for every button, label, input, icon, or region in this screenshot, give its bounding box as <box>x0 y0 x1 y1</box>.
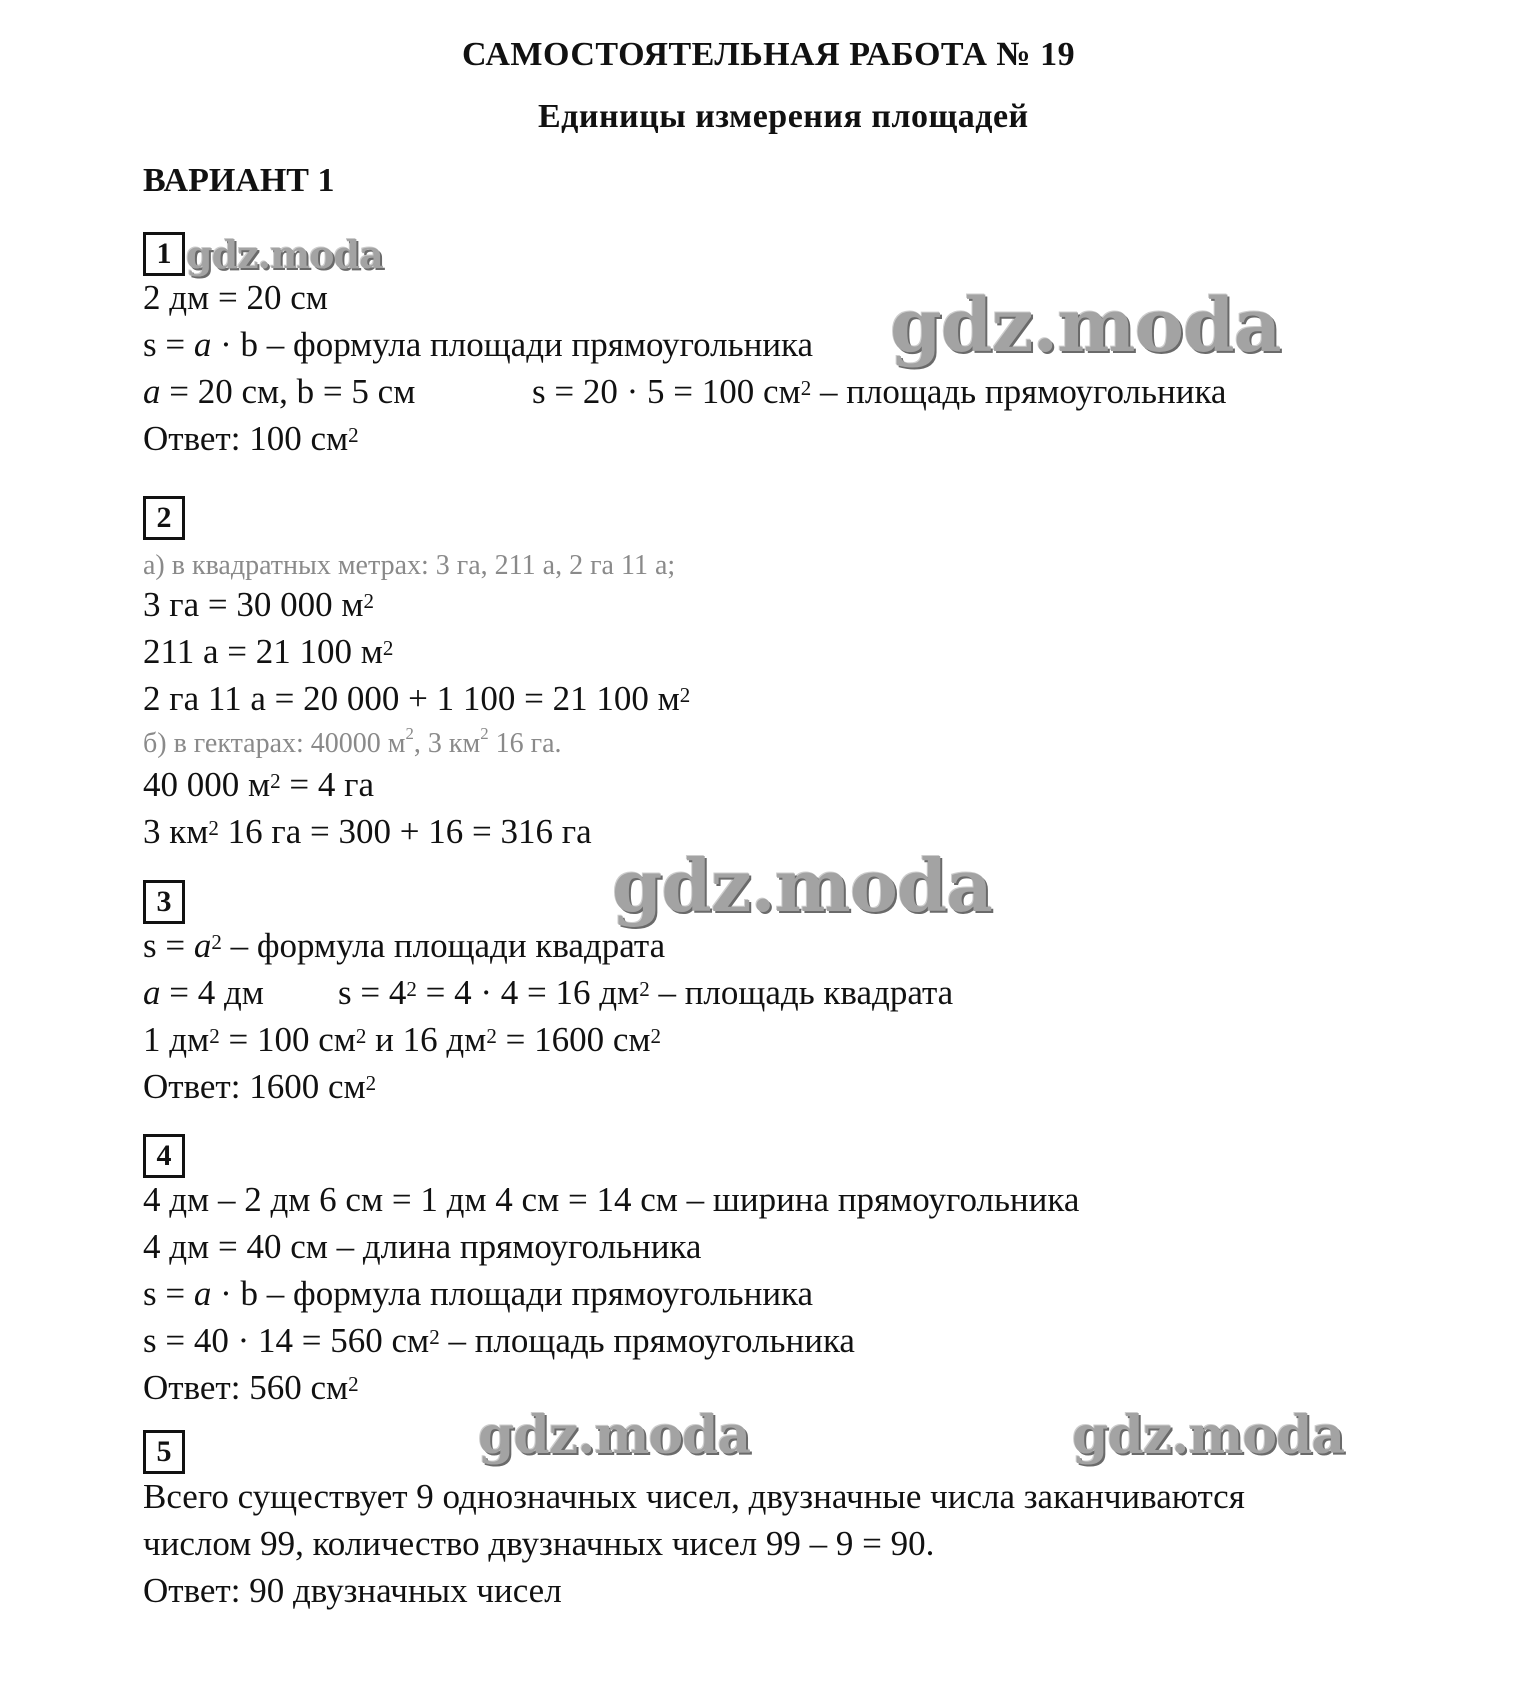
variant-heading: ВАРИАНТ 1 <box>143 162 335 199</box>
watermark-logo: gdz.moda <box>1072 1405 1345 1466</box>
solution-line: 3 $км^2$ 16 га = 300 + 16 = 316 га <box>143 812 592 851</box>
solution-line: 3 га = 30 000 $м^2$ <box>143 585 375 624</box>
watermark-logo: gdz.moda <box>612 843 992 928</box>
task-number-badge: 2 <box>143 496 185 540</box>
solution-line: a = 20 см, b = 5 см <box>143 372 416 411</box>
watermark-logo: gdz.moda <box>890 283 1281 369</box>
answer-line: Ответ: 100 $см^2$ <box>143 419 359 458</box>
solution-line: a = 4 дм <box>143 973 264 1012</box>
solution-line: $s = a^2$ – формула площади квадрата <box>143 926 666 965</box>
page-subtitle: Единицы измерения площадей <box>538 98 1029 135</box>
solution-line: 1 $дм^2 = 100$ $см^2$ и 16 $дм^2 = 1600$ $см^2$ <box>143 1020 661 1059</box>
solution-line: 4 дм = 40 см – длина прямоугольника <box>143 1227 702 1266</box>
answer-line: Ответ: 90 двузначных чисел <box>143 1571 562 1610</box>
answer-line: Ответ: 1600 $см^2$ <box>143 1067 377 1106</box>
answer-line: Ответ: 560 $см^2$ <box>143 1368 359 1407</box>
solution-line: числом 99, количество двузначных чисел 99 – 9 = 90. <box>143 1524 935 1563</box>
watermark-logo: gdz.moda <box>478 1405 751 1466</box>
solution-line: Всего существует 9 однозначных чисел, двузначные числа заканчиваются <box>143 1477 1245 1516</box>
solution-line: 4 дм – 2 дм 6 см = 1 дм 4 см = 14 см – ширина прямоугольника <box>143 1180 1080 1219</box>
task-number-badge: 3 <box>143 880 185 924</box>
solution-line: $s = 4^2 = 4 \cdot 4 = 16$ $дм^2$ – площадь квадрата <box>338 973 954 1012</box>
task-number-badge: 5 <box>143 1430 185 1474</box>
solution-line: 40 000 $м^2 = 4$ га <box>143 765 375 804</box>
watermark-logo: gdz.moda <box>186 232 383 277</box>
solution-line: s = 20 · 5 = 100 $см^2$ – площадь прямоугольника <box>532 372 1227 411</box>
task-number-badge: 4 <box>143 1134 185 1178</box>
solution-line: 211 а = 21 100 $м^2$ <box>143 632 394 671</box>
solution-line: s = a · b – формула площади прямоугольника <box>143 1274 814 1313</box>
solution-line: 2 дм = 20 см <box>143 278 328 317</box>
condition-text: б) в гектарах: 40000 $м^2$, 3 $км^2$ 16 га. <box>143 724 562 759</box>
page-title: САМОСТОЯТЕЛЬНАЯ РАБОТА № 19 <box>462 36 1076 73</box>
solution-line: s = 40 · 14 = 560 $см^2$ – площадь прямоугольника <box>143 1321 855 1360</box>
solution-line: s = a · b – формула площади прямоугольника <box>143 325 814 364</box>
task-number-badge: 1 <box>143 232 185 276</box>
condition-text: а) в квадратных метрах: 3 га, 211 а, 2 га 11 а; <box>143 550 676 581</box>
solution-line: 2 га 11 а = 20 000 + 1 100 = 21 100 $м^2$ <box>143 679 691 718</box>
